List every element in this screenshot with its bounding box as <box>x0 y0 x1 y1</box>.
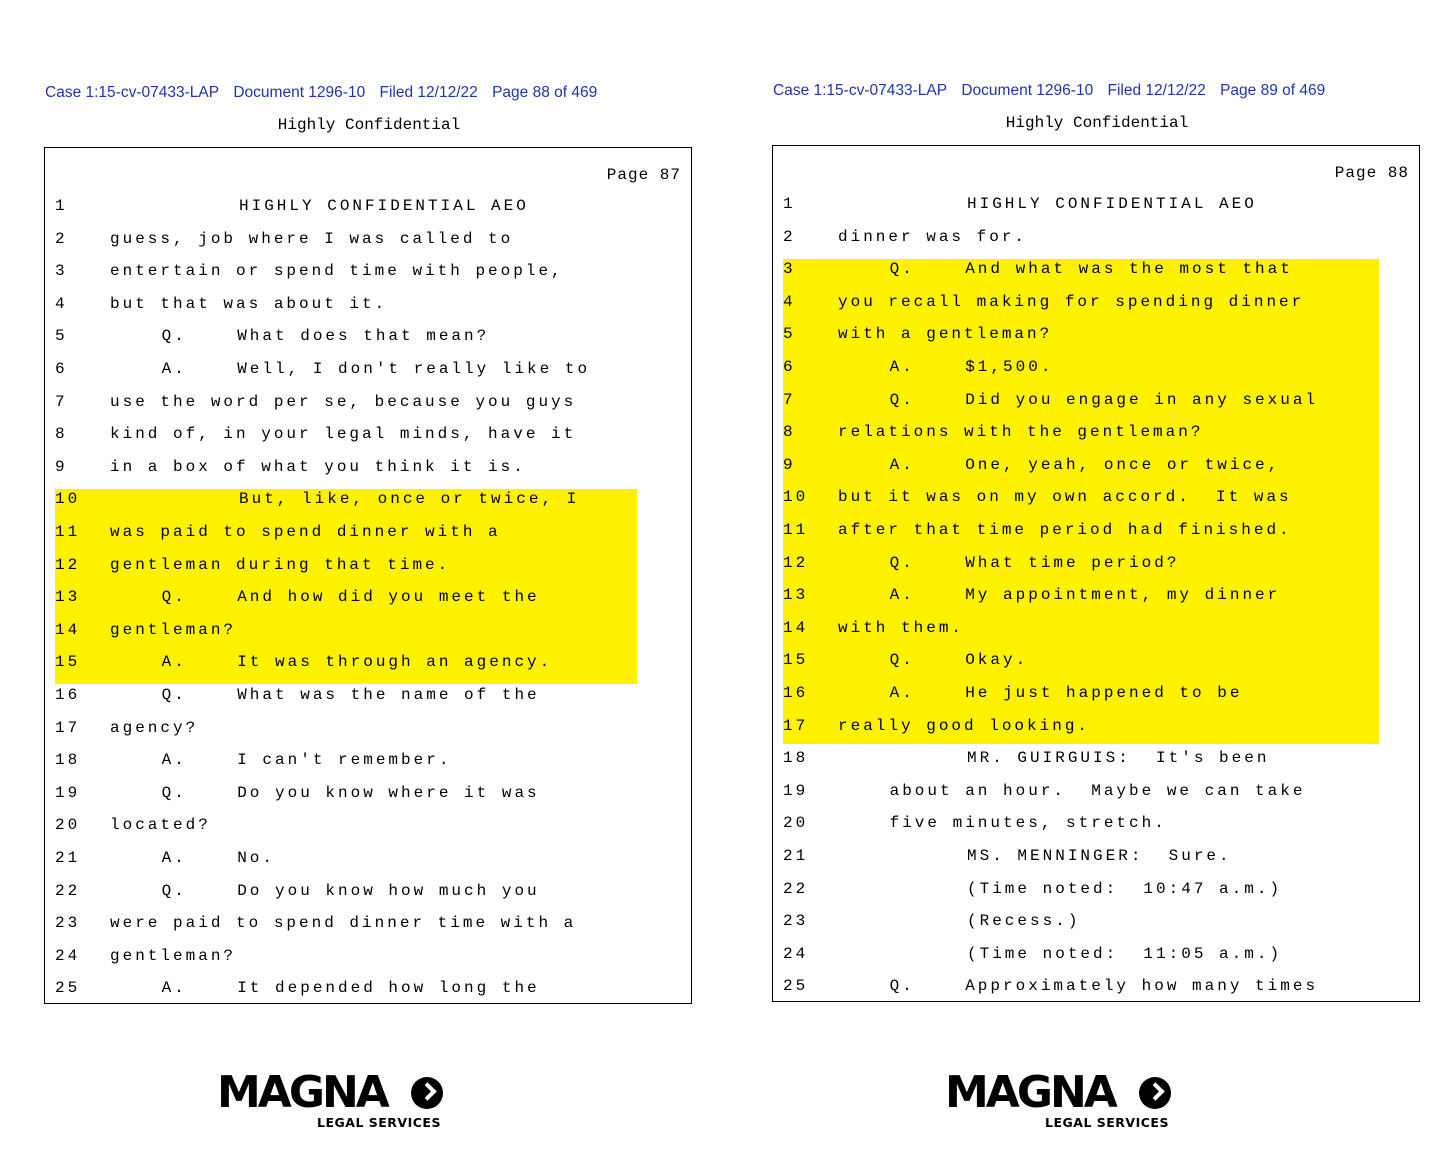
line-text: but it was on my own accord. It was <box>838 488 1292 507</box>
transcript-line <box>783 449 1280 482</box>
transcript-line <box>783 938 1282 971</box>
line-number: 21 <box>55 849 81 867</box>
line-text: with them. <box>838 618 965 637</box>
line-number: 4 <box>783 292 796 311</box>
logo-wordmark: MAGNA <box>945 1067 1115 1118</box>
transcript-line <box>783 221 1027 254</box>
line-text: (Recess.) <box>967 912 1081 931</box>
line-number: 19 <box>783 781 809 800</box>
transcript-line <box>55 516 501 549</box>
line-number: 16 <box>783 684 809 702</box>
transcript-line <box>783 612 964 645</box>
transcript-line <box>783 742 1269 775</box>
transcript-line <box>55 614 236 647</box>
transcript-line <box>783 970 1318 1003</box>
line-text: (Time noted: 10:47 a.m.) <box>967 879 1283 898</box>
line-number: 14 <box>783 618 809 637</box>
transcript-line <box>783 677 1242 710</box>
line-text: Q. What does that mean? <box>161 327 490 346</box>
line-number: 1 <box>783 195 796 213</box>
transcript-line <box>783 873 1282 906</box>
line-number: 6 <box>783 358 796 376</box>
line-number: 18 <box>783 749 809 768</box>
transcript-page-number: Page 87 <box>606 166 681 184</box>
transcript-line <box>55 842 275 875</box>
line-number: 2 <box>55 229 68 248</box>
confidential-label: Highly Confidential <box>277 116 461 134</box>
line-number: 9 <box>783 455 796 474</box>
transcript-line <box>783 579 1280 612</box>
line-text: HIGHLY CONFIDENTIAL AEO <box>239 197 529 215</box>
line-number: 12 <box>55 555 81 574</box>
transcript-line <box>55 190 529 223</box>
line-text: were paid to spend dinner time with a <box>110 914 577 933</box>
document-number: Document 1296-10 <box>961 82 1094 99</box>
line-number: 25 <box>55 979 81 998</box>
transcript-line <box>55 679 540 712</box>
line-number: 17 <box>55 718 81 737</box>
transcript-page-right <box>728 0 1456 1172</box>
transcript-line <box>55 940 236 973</box>
line-text: kind of, in your legal minds, have it <box>110 425 577 444</box>
transcript-line <box>55 223 513 256</box>
transcript-line <box>55 288 387 321</box>
transcript-line <box>55 255 564 288</box>
line-number: 3 <box>55 262 68 281</box>
ecf-header <box>773 82 1335 100</box>
transcript-page-number: Page 88 <box>1334 164 1409 182</box>
case-number: Case 1:15-cv-07433-LAP <box>773 82 948 99</box>
line-text: Q. Okay. <box>889 651 1029 670</box>
line-text: A. He just happened to be <box>889 684 1243 702</box>
line-text: located? <box>110 816 211 835</box>
line-text: guess, job where I was called to <box>110 229 514 248</box>
line-number: 1 <box>55 197 68 215</box>
line-number: 3 <box>783 260 796 279</box>
transcript-line <box>55 646 552 679</box>
transcript-line <box>783 710 1090 743</box>
transcript-line <box>783 384 1318 417</box>
line-number: 20 <box>55 816 81 835</box>
transcript-line <box>55 353 590 386</box>
transcript-line <box>55 875 540 908</box>
line-text: use the word per se, because you guys <box>110 392 577 411</box>
transcript-line <box>783 416 1203 449</box>
line-text: five minutes, stretch. <box>889 814 1167 833</box>
transcript-line <box>783 253 1293 286</box>
line-number: 10 <box>55 490 81 509</box>
transcript-line <box>55 483 579 516</box>
line-text: Q. And what was the most that <box>889 260 1293 279</box>
line-number: 8 <box>55 425 68 444</box>
line-text: HIGHLY CONFIDENTIAL AEO <box>967 195 1257 213</box>
line-number: 24 <box>55 946 81 965</box>
line-number: 23 <box>783 912 809 931</box>
line-text: A. I can't remember. <box>161 751 452 770</box>
transcript-line <box>55 581 540 614</box>
line-text: A. My appointment, my dinner <box>889 586 1281 605</box>
transcript-line <box>783 318 1052 351</box>
ecf-page-number: Page 88 of 469 <box>492 84 598 101</box>
line-text: but that was about it. <box>110 294 388 313</box>
line-text: Q. Do you know where it was <box>161 783 540 802</box>
transcript-line <box>55 972 540 1005</box>
line-number: 22 <box>783 879 809 898</box>
transcript-line <box>783 775 1305 808</box>
transcript-line <box>783 351 1053 384</box>
transcript-line <box>783 840 1232 873</box>
line-number: 5 <box>55 327 68 346</box>
line-text: Q. What time period? <box>889 553 1180 572</box>
line-number: 6 <box>55 360 68 378</box>
arrow-circle-icon <box>1139 1077 1171 1109</box>
transcript-line <box>783 188 1257 221</box>
line-number: 15 <box>783 651 809 670</box>
line-text: Q. Approximately how many times <box>889 977 1319 996</box>
line-number: 7 <box>783 390 796 409</box>
line-text: Q. And how did you meet the <box>161 588 540 607</box>
line-text: gentleman? <box>110 946 237 965</box>
line-number: 10 <box>783 488 809 507</box>
line-number: 2 <box>783 227 796 246</box>
transcript-line <box>783 481 1292 514</box>
line-number: 21 <box>783 847 809 865</box>
line-text: agency? <box>110 718 199 737</box>
transcript-line <box>55 418 576 451</box>
line-text: gentleman? <box>110 620 237 639</box>
logo-wordmark: MAGNA <box>217 1067 387 1118</box>
line-text: Q. Did you engage in any sexual <box>889 390 1319 409</box>
magna-logo <box>217 1068 447 1130</box>
line-text: gentleman during that time. <box>110 555 451 574</box>
line-text: A. No. <box>161 849 276 867</box>
line-number: 5 <box>783 325 796 344</box>
line-text: MR. GUIRGUIS: It's been <box>967 749 1270 768</box>
line-number: 4 <box>55 294 68 313</box>
line-number: 14 <box>55 620 81 639</box>
line-number: 11 <box>783 521 809 539</box>
transcript-line <box>55 907 576 940</box>
transcript-line <box>55 320 489 353</box>
transcript-line <box>55 777 540 810</box>
line-text: (Time noted: 11:05 a.m.) <box>967 944 1283 963</box>
filed-date: Filed 12/12/22 <box>1107 82 1206 99</box>
line-text: Q. Do you know how much you <box>161 881 540 900</box>
line-number: 23 <box>55 914 81 933</box>
line-number: 22 <box>55 881 81 900</box>
line-number: 7 <box>55 392 68 411</box>
line-text: you recall making for spending dinner <box>838 292 1305 311</box>
line-text: A. $1,500. <box>889 358 1054 376</box>
transcript-line <box>783 644 1028 677</box>
line-text: A. One, yeah, once or twice, <box>889 455 1281 474</box>
transcript-line <box>55 451 526 484</box>
arrow-circle-icon <box>411 1077 443 1109</box>
line-number: 20 <box>783 814 809 833</box>
transcript-line <box>55 712 198 745</box>
logo-subtitle: LEGAL SERVICES <box>1045 1115 1169 1130</box>
line-number: 11 <box>55 523 81 541</box>
line-number: 8 <box>783 423 796 442</box>
line-number: 18 <box>55 751 81 770</box>
line-text: But, like, once or twice, I <box>239 490 580 509</box>
transcript-box <box>44 147 692 1004</box>
filed-date: Filed 12/12/22 <box>379 84 478 101</box>
transcript-line <box>783 547 1179 580</box>
transcript-line <box>783 807 1167 840</box>
line-text: was paid to spend dinner with a <box>110 523 501 541</box>
line-text: MS. MENNINGER: Sure. <box>967 847 1232 865</box>
line-text: relations with the gentleman? <box>838 423 1204 442</box>
transcript-line <box>55 809 211 842</box>
line-text: A. It depended how long the <box>161 979 540 998</box>
line-number: 17 <box>783 716 809 735</box>
line-number: 24 <box>783 944 809 963</box>
line-number: 15 <box>55 653 81 672</box>
line-number: 12 <box>783 553 809 572</box>
line-number: 25 <box>783 977 809 996</box>
confidential-label: Highly Confidential <box>1005 114 1189 132</box>
line-text: A. Well, I don't really like to <box>161 360 591 378</box>
line-text: really good looking. <box>838 716 1091 735</box>
line-text: entertain or spend time with people, <box>110 262 564 281</box>
line-text: Q. What was the name of the <box>161 686 540 704</box>
case-number: Case 1:15-cv-07433-LAP <box>45 84 220 101</box>
transcript-line <box>783 286 1304 319</box>
transcript-line <box>783 514 1292 547</box>
line-text: in a box of what you think it is. <box>110 457 526 476</box>
line-text: with a gentleman? <box>838 325 1053 344</box>
transcript-line <box>55 549 450 582</box>
line-text: about an hour. Maybe we can take <box>889 781 1306 800</box>
line-number: 13 <box>783 586 809 605</box>
line-text: after that time period had finished. <box>838 521 1292 539</box>
line-number: 19 <box>55 783 81 802</box>
ecf-header <box>45 84 607 102</box>
transcript-line <box>783 905 1080 938</box>
line-number: 16 <box>55 686 81 704</box>
ecf-page-number: Page 89 of 469 <box>1220 82 1326 99</box>
line-number: 13 <box>55 588 81 607</box>
document-number: Document 1296-10 <box>233 84 366 101</box>
line-number: 9 <box>55 457 68 476</box>
line-text: dinner was for. <box>838 227 1028 246</box>
line-text: A. It was through an agency. <box>161 653 553 672</box>
transcript-line <box>55 386 576 419</box>
transcript-box <box>772 145 1420 1002</box>
transcript-line <box>55 744 451 777</box>
logo-subtitle: LEGAL SERVICES <box>317 1115 441 1130</box>
magna-logo <box>945 1068 1175 1130</box>
